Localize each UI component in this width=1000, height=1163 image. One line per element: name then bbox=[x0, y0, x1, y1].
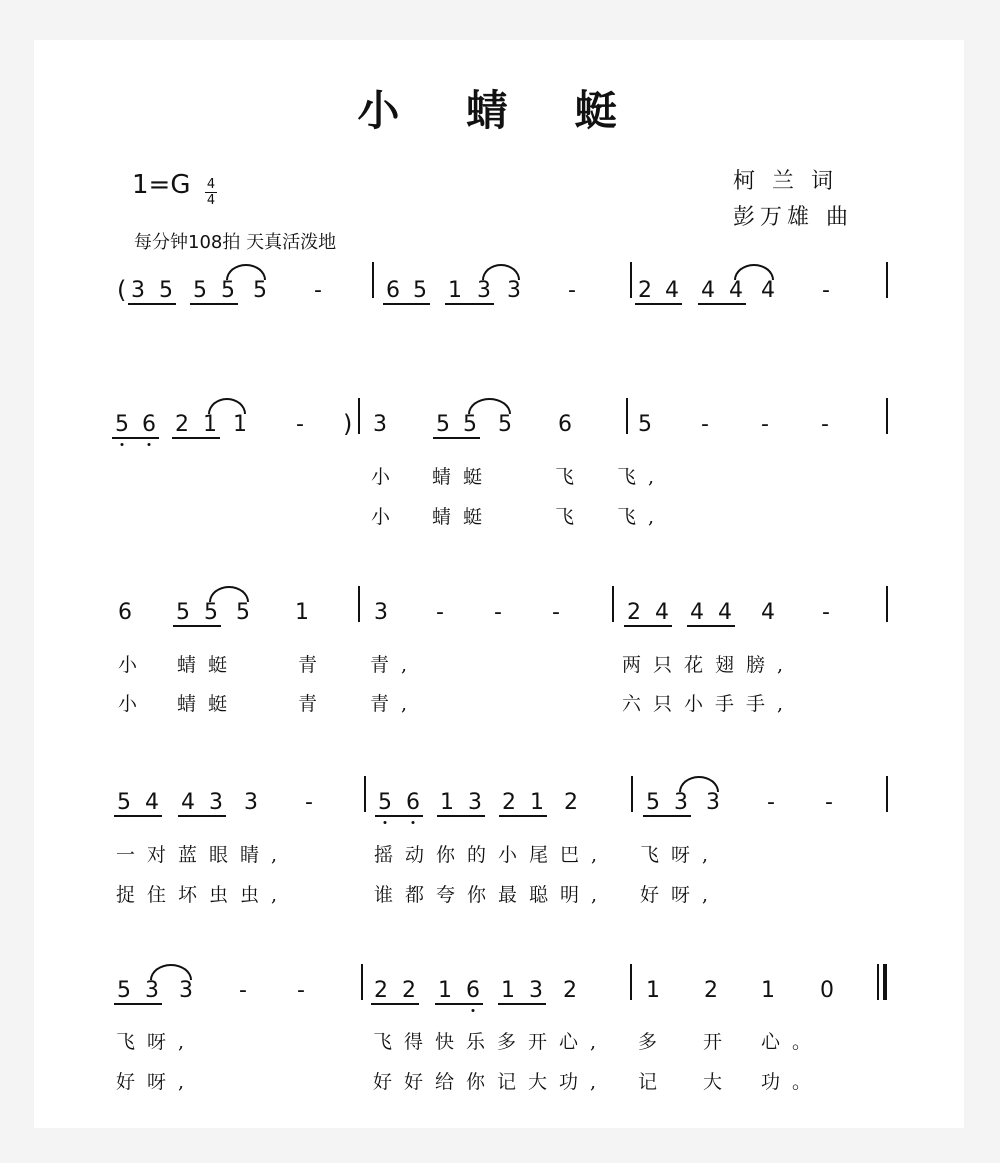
bar-line bbox=[372, 262, 374, 298]
lyric-segment: 六只小手手, bbox=[622, 693, 796, 715]
lyric-segment: 好呀, bbox=[640, 884, 721, 906]
note: - bbox=[825, 790, 833, 815]
note: 5 bbox=[176, 600, 190, 625]
lyric-segment: 心。 bbox=[761, 1031, 824, 1053]
note: 2 bbox=[175, 412, 189, 437]
note: 3 bbox=[468, 790, 482, 815]
low-octave-dot bbox=[384, 821, 387, 824]
lyric-segment: 飞呀, bbox=[116, 1031, 197, 1053]
note: 1 bbox=[295, 600, 309, 625]
note: 3 bbox=[145, 978, 159, 1003]
note: 5 bbox=[646, 790, 660, 815]
note: 3 bbox=[374, 600, 388, 625]
note: 1 bbox=[646, 978, 660, 1003]
lyricist-credit: 柯 兰 词 bbox=[733, 169, 838, 194]
beam-underline bbox=[499, 815, 547, 817]
note: 5 bbox=[253, 278, 267, 303]
lyric-segment: 飞 bbox=[555, 466, 587, 488]
lyric-segment: 开 bbox=[703, 1031, 735, 1053]
note: 6 bbox=[558, 412, 572, 437]
beam-underline bbox=[445, 303, 494, 305]
beam-underline bbox=[383, 303, 430, 305]
lyric-segment: 飞得快乐多开心, bbox=[373, 1031, 609, 1053]
composer-credit: 彭万雄 曲 bbox=[733, 205, 853, 230]
note: 6 bbox=[386, 278, 400, 303]
bar-line bbox=[886, 586, 888, 622]
lyric-segment: 飞, bbox=[617, 466, 667, 488]
note: 5 bbox=[117, 790, 131, 815]
note: 5 bbox=[204, 600, 218, 625]
beam-underline bbox=[371, 1003, 419, 1005]
note: 5 bbox=[117, 978, 131, 1003]
note: - bbox=[822, 278, 830, 303]
note: 1 bbox=[448, 278, 462, 303]
note: 3 bbox=[529, 978, 543, 1003]
note: 4 bbox=[690, 600, 704, 625]
note: 2 bbox=[374, 978, 388, 1003]
lyric-segment: 飞, bbox=[617, 506, 667, 528]
bar-line bbox=[612, 586, 614, 622]
parenthesis: ) bbox=[343, 410, 353, 438]
note: 4 bbox=[718, 600, 732, 625]
note: 0 bbox=[820, 978, 834, 1003]
lyric-segment: 好呀, bbox=[116, 1071, 197, 1093]
beam-underline bbox=[114, 1003, 162, 1005]
bar-line bbox=[630, 964, 632, 1000]
lyric-segment: 蜻蜓 bbox=[177, 693, 240, 715]
bar-line bbox=[886, 776, 888, 812]
beam-underline bbox=[635, 303, 682, 305]
beam-underline bbox=[687, 625, 735, 627]
lyric-segment: 捉住坏虫虫, bbox=[116, 884, 290, 906]
note: - bbox=[822, 600, 830, 625]
beam-underline bbox=[624, 625, 672, 627]
note: 2 bbox=[564, 790, 578, 815]
note: 2 bbox=[627, 600, 641, 625]
beam-underline bbox=[128, 303, 176, 305]
lyric-segment: 两只花翅膀, bbox=[622, 654, 796, 676]
note: - bbox=[821, 412, 829, 437]
note: - bbox=[494, 600, 502, 625]
lyric-segment: 记 bbox=[638, 1071, 670, 1093]
note: 5 bbox=[378, 790, 392, 815]
note: 6 bbox=[406, 790, 420, 815]
lyric-segment: 谁都夸你最聪明, bbox=[374, 884, 610, 906]
note: 5 bbox=[236, 600, 250, 625]
lyric-segment: 摇动你的小尾巴, bbox=[374, 844, 610, 866]
lyric-segment: 青, bbox=[370, 693, 420, 715]
beam-underline bbox=[375, 815, 423, 817]
lyric-segment: 青, bbox=[370, 654, 420, 676]
time-signature-denominator: 4 bbox=[206, 193, 216, 208]
beam-underline bbox=[698, 303, 746, 305]
beam-underline bbox=[435, 1003, 483, 1005]
beam-underline bbox=[190, 303, 238, 305]
note: 1 bbox=[233, 412, 247, 437]
low-octave-dot bbox=[148, 443, 151, 446]
song-title: 小 蜻 蜓 bbox=[357, 86, 643, 135]
note: 3 bbox=[131, 278, 145, 303]
note: 1 bbox=[530, 790, 544, 815]
lyric-segment: 好好给你记大功, bbox=[373, 1071, 609, 1093]
bar-line bbox=[361, 964, 363, 1000]
parenthesis: ( bbox=[117, 276, 127, 304]
low-octave-dot bbox=[412, 821, 415, 824]
beam-underline bbox=[643, 815, 691, 817]
note: 4 bbox=[181, 790, 195, 815]
time-signature bbox=[205, 177, 217, 208]
note: 5 bbox=[193, 278, 207, 303]
note: 1 bbox=[203, 412, 217, 437]
lyric-segment: 大 bbox=[703, 1071, 735, 1093]
lyric-segment: 飞呀, bbox=[640, 844, 721, 866]
note: 5 bbox=[498, 412, 512, 437]
note: - bbox=[305, 790, 313, 815]
low-octave-dot bbox=[472, 1009, 475, 1012]
note: 5 bbox=[221, 278, 235, 303]
lyric-segment: 一对蓝眼睛, bbox=[116, 844, 290, 866]
lyric-segment: 功。 bbox=[761, 1071, 824, 1093]
note: 4 bbox=[729, 278, 743, 303]
note: 5 bbox=[436, 412, 450, 437]
lyric-segment: 多 bbox=[638, 1031, 670, 1053]
lyric-segment: 飞 bbox=[555, 506, 587, 528]
note: 1 bbox=[761, 978, 775, 1003]
note: 4 bbox=[761, 600, 775, 625]
note: 5 bbox=[413, 278, 427, 303]
note: 6 bbox=[118, 600, 132, 625]
bar-line bbox=[886, 398, 888, 434]
time-signature-numerator: 4 bbox=[206, 177, 216, 192]
note: 3 bbox=[507, 278, 521, 303]
beam-underline bbox=[172, 437, 220, 439]
note: - bbox=[568, 278, 576, 303]
note: 6 bbox=[466, 978, 480, 1003]
note: 3 bbox=[706, 790, 720, 815]
beam-underline bbox=[433, 437, 480, 439]
tempo-mark: 每分钟108拍 天真活泼地 bbox=[134, 232, 337, 253]
lyric-segment: 小 bbox=[371, 506, 403, 528]
note: - bbox=[767, 790, 775, 815]
note: 3 bbox=[179, 978, 193, 1003]
bar-line bbox=[877, 964, 879, 1000]
lyric-segment: 蜻蜓 bbox=[432, 466, 495, 488]
key-signature: 1=G bbox=[132, 170, 191, 200]
note: 2 bbox=[402, 978, 416, 1003]
note: - bbox=[552, 600, 560, 625]
note: 6 bbox=[142, 412, 156, 437]
note: 3 bbox=[477, 278, 491, 303]
note: 5 bbox=[463, 412, 477, 437]
note: 4 bbox=[145, 790, 159, 815]
note: - bbox=[436, 600, 444, 625]
bar-line bbox=[358, 398, 360, 434]
note: 2 bbox=[563, 978, 577, 1003]
bar-line bbox=[626, 398, 628, 434]
note: 5 bbox=[115, 412, 129, 437]
bar-line bbox=[358, 586, 360, 622]
low-octave-dot bbox=[121, 443, 124, 446]
note: 1 bbox=[440, 790, 454, 815]
beam-underline bbox=[114, 815, 162, 817]
note: 4 bbox=[701, 278, 715, 303]
note: 2 bbox=[502, 790, 516, 815]
note: - bbox=[297, 978, 305, 1003]
beam-underline bbox=[112, 437, 159, 439]
note: 2 bbox=[638, 278, 652, 303]
note: 4 bbox=[665, 278, 679, 303]
note: - bbox=[239, 978, 247, 1003]
note: 5 bbox=[638, 412, 652, 437]
bar-line bbox=[883, 964, 887, 1000]
note: 3 bbox=[674, 790, 688, 815]
lyric-segment: 小 bbox=[371, 466, 403, 488]
bar-line bbox=[630, 262, 632, 298]
beam-underline bbox=[178, 815, 226, 817]
note: 3 bbox=[373, 412, 387, 437]
note: 1 bbox=[438, 978, 452, 1003]
note: 2 bbox=[704, 978, 718, 1003]
lyric-segment: 蜻蜓 bbox=[177, 654, 240, 676]
note: - bbox=[701, 412, 709, 437]
lyric-segment: 蜻蜓 bbox=[432, 506, 495, 528]
lyric-segment: 青 bbox=[298, 654, 330, 676]
bar-line bbox=[886, 262, 888, 298]
note: - bbox=[314, 278, 322, 303]
bar-line bbox=[631, 776, 633, 812]
lyric-segment: 小 bbox=[118, 693, 150, 715]
lyric-segment: 青 bbox=[298, 693, 330, 715]
note: 3 bbox=[244, 790, 258, 815]
note: 1 bbox=[501, 978, 515, 1003]
note: 4 bbox=[761, 278, 775, 303]
note: 5 bbox=[159, 278, 173, 303]
note: 3 bbox=[209, 790, 223, 815]
note: - bbox=[296, 412, 304, 437]
note: 4 bbox=[655, 600, 669, 625]
beam-underline bbox=[498, 1003, 546, 1005]
note: - bbox=[761, 412, 769, 437]
beam-underline bbox=[437, 815, 485, 817]
lyric-segment: 小 bbox=[118, 654, 150, 676]
beam-underline bbox=[173, 625, 221, 627]
bar-line bbox=[364, 776, 366, 812]
